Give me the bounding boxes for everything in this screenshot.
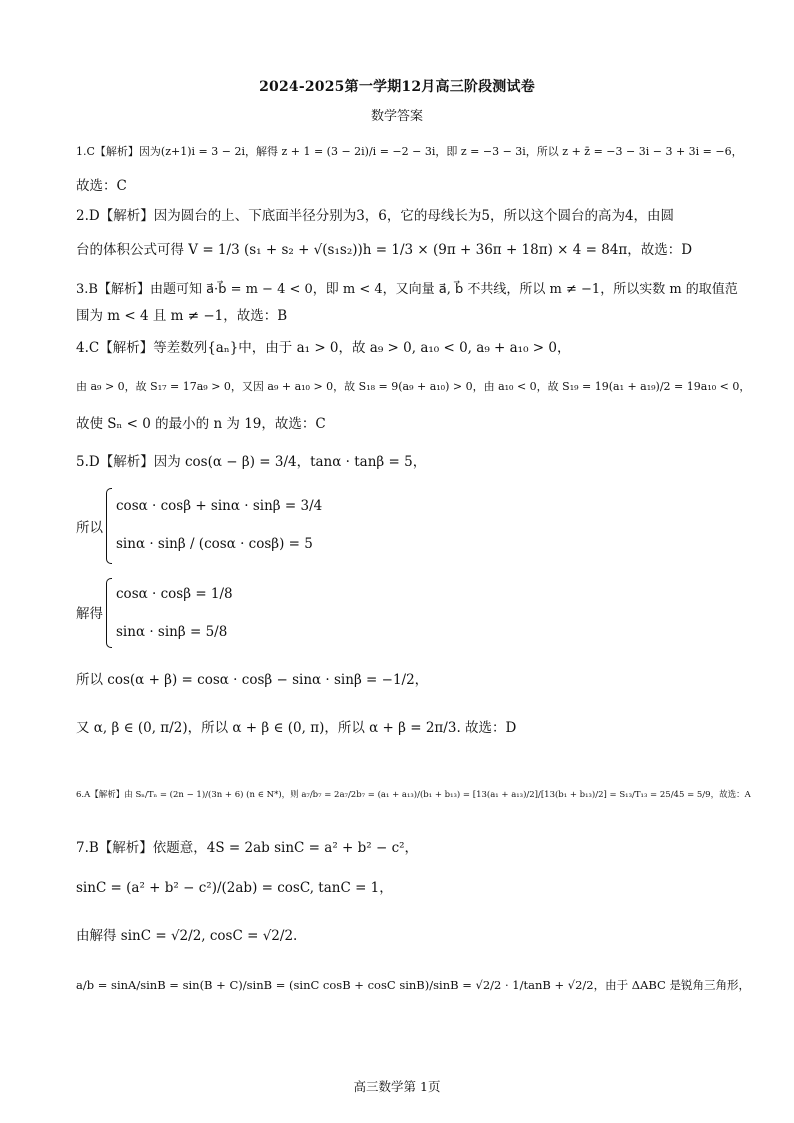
answer-q7-line1: 7.B【解析】依题意，4S = 2ab sinC = a² + b² − c²， xyxy=(76,840,419,856)
page-footer: 高三数学第 1页 xyxy=(353,1079,441,1094)
answer-q2-line2: 台的体积公式可得 V = 1/3 (s₁ + s₂ + √(s₁s₂))h = 1/3 × (9π + 36π + 18π) × 4 = 84π，故选：D xyxy=(76,242,693,258)
equation-system-2-row2: sinα · sinβ = 5/8 xyxy=(116,624,228,640)
answer-q7-line2: sinC = (a² + b² − c²)/(2ab) = cosC, tanC = 1， xyxy=(76,880,393,896)
answer-q1-line1 xyxy=(76,142,743,162)
answer-q5-line5: 又 α, β ∈ (0, π/2)，所以 α + β ∈ (0, π)，所以 α + β = 2π/3. 故选：D xyxy=(76,720,517,736)
answer-q6-line: 6.A【解析】由 Sₙ/Tₙ = (2n − 1)/(3n + 6) (n ∈ N*)，则 a₇/b₇ = 2a₇/2b₇ = (a₁ + a₁₃)/(b₁ + b₁₃) = [13(a₁ + a₁₃)/2]/[13(b₁ + b₁₃)/2] = S₁₃/T₁₃ = 25/45 = 5/9，故选：A xyxy=(76,790,751,800)
answer-q3-line1: 3.B【解析】由题可知 a⃗·b⃗ = m − 4 < 0，即 m < 4，又向量 a⃗, b⃗ 不共线，所以 m ≠ −1，所以实数 m 的取值范 xyxy=(76,282,738,297)
answer-q5-label-so: 所以 xyxy=(76,520,103,536)
system-brace-2 xyxy=(106,578,112,648)
answer-q4-line1: 4.C【解析】等差数列{aₙ}中，由于 a₁ > 0，故 a₉ > 0, a₁₀ < 0, a₉ + a₁₀ > 0， xyxy=(76,340,571,356)
answer-q4-line2: 由 a₉ > 0，故 S₁₇ = 17a₉ > 0，又因 a₉ + a₁₀ > 0，故 S₁₈ = 9(a₉ + a₁₀) > 0，由 a₁₀ < 0，故 S₁₉ = 19(a₁ + a₁₉)/2 = 19a₁₀ < 0， xyxy=(76,380,751,393)
system-brace-1 xyxy=(106,488,112,564)
answer-q7-line4: a/b = sinA/sinB = sin(B + C)/sinB = (sinC cosB + cosC sinB)/sinB = √2/2 · 1/tanB + √2/2，由于 ΔABC 是锐角三角形， xyxy=(76,978,750,992)
answer-q4-line3: 故使 Sₙ < 0 的最小的 n 为 19，故选：C xyxy=(76,416,326,432)
answer-q2-line1: 2.D【解析】因为圆台的上、下底面半径分别为3，6，它的母线长为5，所以这个圆台的高为4，由圆 xyxy=(76,208,675,224)
answer-q1-line2: 故选：C xyxy=(76,178,127,194)
answer-q5-line4: 所以 cos(α + β) = cosα · cosβ − sinα · sinβ = −1/2， xyxy=(76,672,429,688)
equation-system-2-row1: cosα · cosβ = 1/8 xyxy=(116,586,233,602)
answer-q3-line2: 围为 m < 4 且 m ≠ −1，故选：B xyxy=(76,308,288,324)
equation-system-1-row1: cosα · cosβ + sinα · sinβ = 3/4 xyxy=(116,498,323,514)
answer-q5-label-solve: 解得 xyxy=(76,606,103,622)
equation-system-1-row2: sinα · sinβ / (cosα · cosβ) = 5 xyxy=(116,536,313,552)
answer-q1-text: 1.C【解析】因为(z+1)i = 3 − 2i，解得 z + 1 = (3 − 2i)/i = −2 − 3i，即 z = −3 − 3i，所以 z + z̄ = −3 − 3i − 3 + 3i = −6， xyxy=(76,145,743,158)
document-title: 2024-2025第一学期12月高三阶段测试卷 xyxy=(259,79,535,95)
answer-q5-line1: 5.D【解析】因为 cos(α − β) = 3/4，tanα · tanβ = 5， xyxy=(76,454,427,470)
answer-q7-line3: 由解得 sinC = √2/2, cosC = √2/2. xyxy=(76,928,298,944)
document-subtitle: 数学答案 xyxy=(370,109,423,124)
